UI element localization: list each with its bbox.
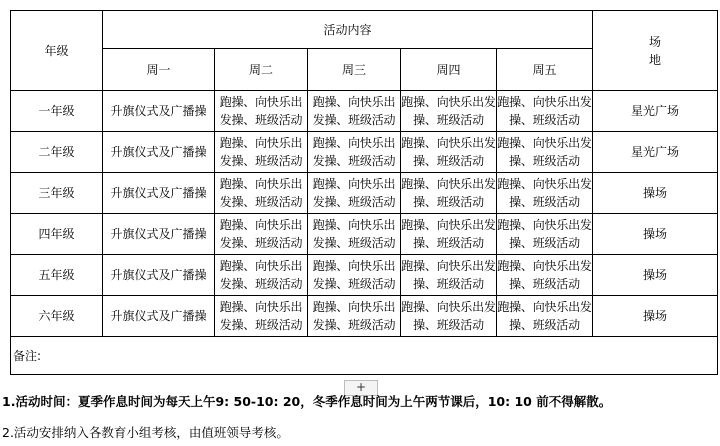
grade-cell: 五年级 (11, 255, 103, 296)
schedule-table (10, 10, 718, 375)
table-row (11, 173, 718, 214)
footer-note-1: 1.活动时间：夏季作息时间为每天上午9: 50-10: 20，冬季作息时间为上午两节课后，10: 10 前不得解散。 (2, 394, 612, 409)
venue-cell: 星光广场 (593, 132, 718, 173)
activity-cell: 跑操、向快乐出发操、班级活动 (308, 132, 401, 173)
activity-cell: 跑操、向快乐出发操、班级活动 (401, 132, 497, 173)
grade-cell: 六年级 (11, 296, 103, 337)
venue-cell: 操场 (593, 296, 718, 337)
grade-cell: 四年级 (11, 214, 103, 255)
header-venue-line-2: 地 (649, 52, 662, 67)
activity-cell: 跑操、向快乐出发操、班级活动 (401, 296, 497, 337)
header-venue-line-1: 场 (649, 34, 662, 49)
monday-cell: 升旗仪式及广播操 (103, 173, 215, 214)
venue-cell: 操场 (593, 173, 718, 214)
activity-cell: 跑操、向快乐出发操、班级活动 (401, 91, 497, 132)
activity-cell: 跑操、向快乐出发操、班级活动 (308, 214, 401, 255)
footer-note-2: 2.活动安排纳入各教育小组考核，由值班领导考核。 (2, 425, 289, 440)
activity-cell: 跑操、向快乐出发操、班级活动 (215, 296, 308, 337)
activity-cell: 跑操、向快乐出发操、班级活动 (215, 132, 308, 173)
monday-cell: 升旗仪式及广播操 (103, 255, 215, 296)
header-day-wed: 周三 (308, 49, 401, 91)
venue-cell: 操场 (593, 214, 718, 255)
activity-cell: 跑操、向快乐出发操、班级活动 (215, 173, 308, 214)
venue-cell: 星光广场 (593, 91, 718, 132)
add-row-button[interactable]: + (344, 380, 378, 396)
table-row (11, 214, 718, 255)
header-day-mon: 周一 (103, 49, 215, 91)
activity-cell: 跑操、向快乐出发操、班级活动 (401, 214, 497, 255)
header-day-tue: 周二 (215, 49, 308, 91)
monday-cell: 升旗仪式及广播操 (103, 91, 215, 132)
activity-cell: 跑操、向快乐出发操、班级活动 (401, 255, 497, 296)
header-venue (593, 11, 718, 91)
monday-cell: 升旗仪式及广播操 (103, 132, 215, 173)
grade-cell: 二年级 (11, 132, 103, 173)
monday-cell: 升旗仪式及广播操 (103, 214, 215, 255)
note-cell: 备注: (11, 337, 718, 375)
activity-cell: 跑操、向快乐出发操、班级活动 (497, 132, 593, 173)
activity-cell: 跑操、向快乐出发操、班级活动 (308, 255, 401, 296)
activity-cell: 跑操、向快乐出发操、班级活动 (497, 214, 593, 255)
activity-cell: 跑操、向快乐出发操、班级活动 (308, 173, 401, 214)
table-row (11, 132, 718, 173)
activity-cell: 跑操、向快乐出发操、班级活动 (215, 91, 308, 132)
activity-cell: 跑操、向快乐出发操、班级活动 (401, 173, 497, 214)
activity-cell: 跑操、向快乐出发操、班级活动 (497, 91, 593, 132)
header-day-fri: 周五 (497, 49, 593, 91)
header-activity: 活动内容 (103, 11, 593, 49)
table-row (11, 91, 718, 132)
activity-cell: 跑操、向快乐出发操、班级活动 (497, 255, 593, 296)
table-row (11, 296, 718, 337)
table-row (11, 255, 718, 296)
grade-cell: 一年级 (11, 91, 103, 132)
activity-cell: 跑操、向快乐出发操、班级活动 (497, 296, 593, 337)
header-grade: 年级 (11, 11, 103, 91)
venue-cell: 操场 (593, 255, 718, 296)
activity-cell: 跑操、向快乐出发操、班级活动 (308, 296, 401, 337)
activity-cell: 跑操、向快乐出发操、班级活动 (497, 173, 593, 214)
monday-cell: 升旗仪式及广播操 (103, 296, 215, 337)
grade-cell: 三年级 (11, 173, 103, 214)
activity-cell: 跑操、向快乐出发操、班级活动 (308, 91, 401, 132)
activity-cell: 跑操、向快乐出发操、班级活动 (215, 214, 308, 255)
header-day-thu: 周四 (401, 49, 497, 91)
activity-cell: 跑操、向快乐出发操、班级活动 (215, 255, 308, 296)
